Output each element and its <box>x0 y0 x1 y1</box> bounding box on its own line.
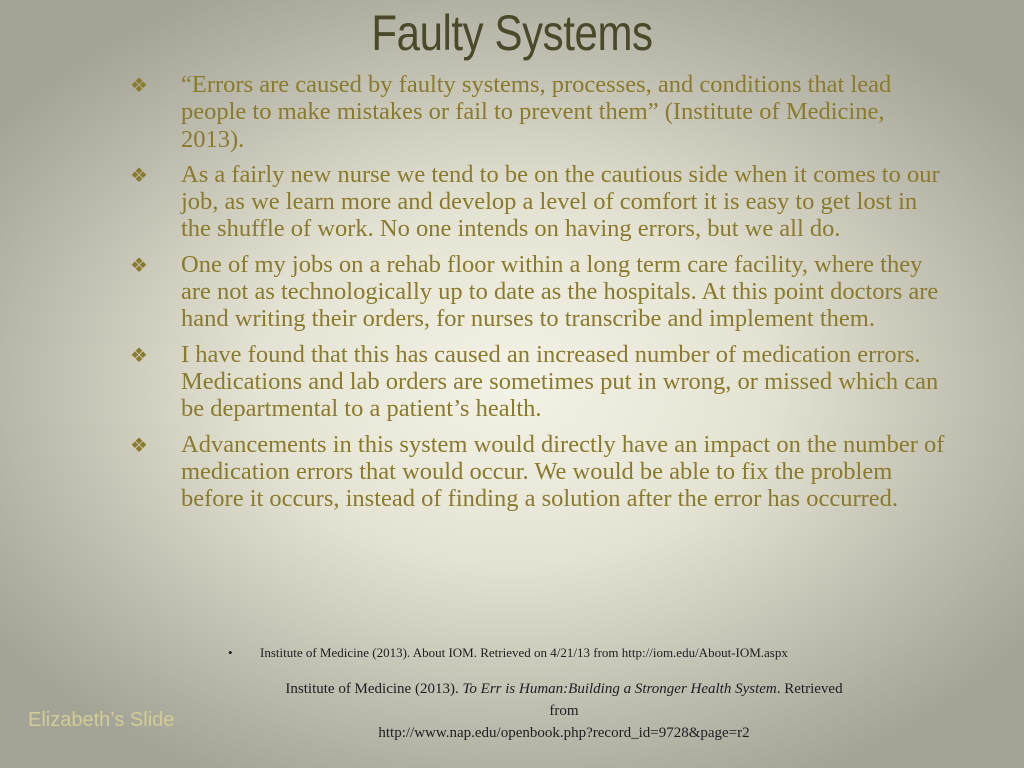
reference-iom-website-text: Institute of Medicine (2013). About IOM. Retrieved on 4/21/13 from http://iom.edu/About-IOM.aspx <box>260 645 788 660</box>
bullet-text: “Errors are caused by faulty systems, processes, and conditions that lead people to make mistakes or fail to prevent them” (Institute of Medicine, 2013). <box>181 71 892 153</box>
four-diamond-bullet-icon: ❖ <box>130 162 148 187</box>
reference-iom-website <box>228 645 878 661</box>
four-diamond-bullet-icon: ❖ <box>130 432 148 457</box>
four-diamond-bullet-icon: ❖ <box>130 342 148 367</box>
bullet-item <box>130 71 945 153</box>
bullet-text: As a fairly new nurse we tend to be on the cautious side when it comes to our job, as we learn more and develop a level of comfort it is easy to get lost in the shuffle of work. No one intends on having errors, but we all do. <box>181 160 940 243</box>
bullet-text: I have found that this has caused an increased number of medication errors. Medications and lab orders are sometimes put in wrong, or missed which can be departmental to a patient’s health. <box>181 340 939 423</box>
four-diamond-bullet-icon: ❖ <box>130 252 148 277</box>
bullet-item <box>130 251 945 333</box>
reference-book-retrieved: . Retrieved from <box>549 681 843 719</box>
bullet-text: One of my jobs on a rehab floor within a long term care facility, where they are not as technologically up to date as the hospitals. At this point doctors are hand writing their orders, for nurses to transcribe and implement them. <box>181 250 939 333</box>
reference-book-title: To Err is Human:Building a Stronger Health System <box>462 681 777 697</box>
slide-title: Faulty Systems <box>371 5 653 61</box>
bullet-item <box>130 161 945 243</box>
bullet-item <box>130 341 945 423</box>
reference-book-url: http://www.nap.edu/openbook.php?record_id=9728&page=r2 <box>378 725 750 741</box>
bullet-item <box>130 431 945 513</box>
footer-author: Elizabeth’s Slide <box>28 709 175 731</box>
bullet-text: Advancements in this system would directly have an impact on the number of medication errors that would occur. We would be able to fix the problem before it occurs, instead of finding a solution after the error has occurred. <box>181 430 945 513</box>
reference-book-author: Institute of Medicine (2013). <box>285 681 463 697</box>
reference-to-err-is-human <box>280 678 848 744</box>
small-bullet-icon: • <box>228 645 233 660</box>
four-diamond-bullet-icon: ❖ <box>130 73 148 97</box>
bullet-list <box>130 71 945 520</box>
